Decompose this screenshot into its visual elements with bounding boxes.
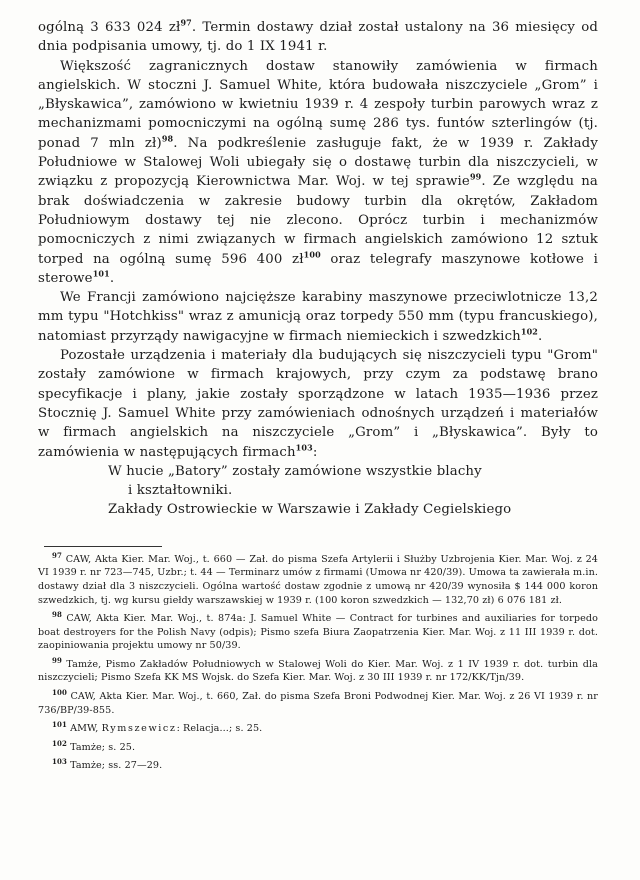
footnote-99: $^{99}$ Tamże, Pismo Zakładów Południowych w Stalowej Woli do Kier. Mar. Woj. z 1 IV 1939 r. dot. turbin dla niszczycieli; Pismo Szefa KK MS Wojsk. do Szefa Kier. Mar. Woj. z 30 III 1939 r. nr 172/KK/Tjn/39. [38, 655, 598, 684]
footnotes [38, 550, 599, 773]
footnote-ref: 97 [180, 17, 192, 28]
paragraph-4: Pozostałe urządzenia i materiały dla budujących się niszczycieli typu "Grom" zostały zamówione w firmach krajowych, przy czym za podstawę brano specyfikacje i plany, jakie zostały sporządzone w latach 1935—1936 przez Stocznię J. Samuel White przy zamówieniach odnośnych urządzeń i materiałów w firmach angielskich na niszczyciele „Grom” i „Błyskawica”. Były to zamówienia w następujących firmach$^{103}$: [38, 348, 598, 460]
footnote-ref: 103 [295, 442, 313, 453]
main-text [38, 18, 598, 520]
footnote-ref: 99 [469, 171, 482, 182]
list-item-1-continuation: i kształtowniki. [128, 483, 233, 499]
footnote-98: $^{98}$ CAW, Akta Kier. Mar. Woj., t. 874a: J. Samuel White — Contract for turbines and auxiliaries for torpedo boat destroyers for the Polish Navy (odpis); Pismo szefa Biura Zaopatrzenia Kier. Mar. Woj. z 11 III 1939 r. dot. zaopiniowania projektu umowy nr 50/39. [38, 609, 599, 652]
list-item-1: W hucie „Batory” zostały zamówione wszystkie blachy [108, 463, 482, 479]
footnote-ref: 98 [161, 133, 174, 144]
paragraph-1: ogólną 3 633 024 zł$^{97}$. Termin dostawy dział został ustalony na 36 miesięcy od dnia podpisania umowy, tj. do 1 IX 1941 r. [38, 17, 599, 55]
footnote-103: $^{103}$ Tamże; ss. 27—29. [52, 757, 163, 772]
footnote-ref: 101 [92, 268, 110, 279]
paragraph-2: Większość zagranicznych dostaw stanowiły zamówienia w firmach angielskich. W stoczni J. Samuel White, która budowała niszczyciele „Grom” i „Błyskawica”, zamówiono w kwietniu 1939 r. 4 zespoły turbin parowych wraz z mechanizmami pomocniczymi na ogólną sumę 286 tys. funtów szterlingów (tj. ponad 7 mln zł)$^{98}$. Na podkreślenie zasługuje fakt, że w 1939 r. Zakłady Południowe w Stalowej Woli ubiegały się o dostawę turbin dla niszczycieli, w związku z propozycją Kierownictwa Mar. Woj. w tej sprawie$^{99}$. Ze względu na brak doświadczenia w zakresie budowy turbin dla okrętów, Zakładom Południowym dostawy tej nie zlecono. Oprócz turbin i mechanizmów pomocniczych z nimi związanych w firmach angielskich zamówiono 12 sztuk torped na ogólną sumę 596 400 zł$^{100}$ oraz telegrafy maszynowe kotłowe i sterowe$^{101}$. [38, 58, 599, 286]
footnote-ref: 102 [520, 326, 539, 337]
footnote-97: $^{97}$ CAW, Akta Kier. Mar. Woj., t. 660 — Zał. do pisma Szefa Artylerii i Służby Uzbrojenia Kier. Mar. Woj. z 24 VI 1939 r. nr 723—745, Uzbr.; t. 44 — Terminarz umów z firmami (Umowa nr 420/39). Umowa ta zawierała m.in. dostawy dział dla 3 niszczycieli. Ogólna wartość dostaw zgodnie z umową nr 420/39 wynosiła $ 144 000 koron szwedzkich, tj. wg kursu giełdy warszawskiej w 1939 r. (100 koron szwedzkich — 132,70 zł) 6 076 181 zł. [38, 550, 598, 606]
footnote-100: $^{100}$ CAW, Akta Kier. Mar. Woj., t. 660, Zał. do pisma Szefa Broni Podwodnej Kier. Mar. Woj. z 26 VI 1939 r. nr 736/BP/39-855. [38, 687, 598, 716]
footnote-101: $^{101}$ AMW, Rymszewicz: Relacja...; s. 25. [52, 720, 263, 735]
paragraph-3: We Francji zamówiono najcięższe karabiny maszynowe przeciwlotnicze 13,2 mm typu "Hotchkiss" wraz z amunicją oraz torpedy 550 mm (typu francuskiego), natomiast przyrządy nawigacyjne w firmach niemieckich i szwedzkich$^{102}$. [38, 290, 598, 344]
footnote-102: $^{102}$ Tamże; s. 25. [52, 738, 136, 753]
footnote-separator [44, 546, 162, 547]
footnote-ref: 100 [303, 249, 321, 260]
list-item-2: Zakłady Ostrowieckie w Warszawie i Zakłady Cegielskiego [108, 502, 512, 518]
